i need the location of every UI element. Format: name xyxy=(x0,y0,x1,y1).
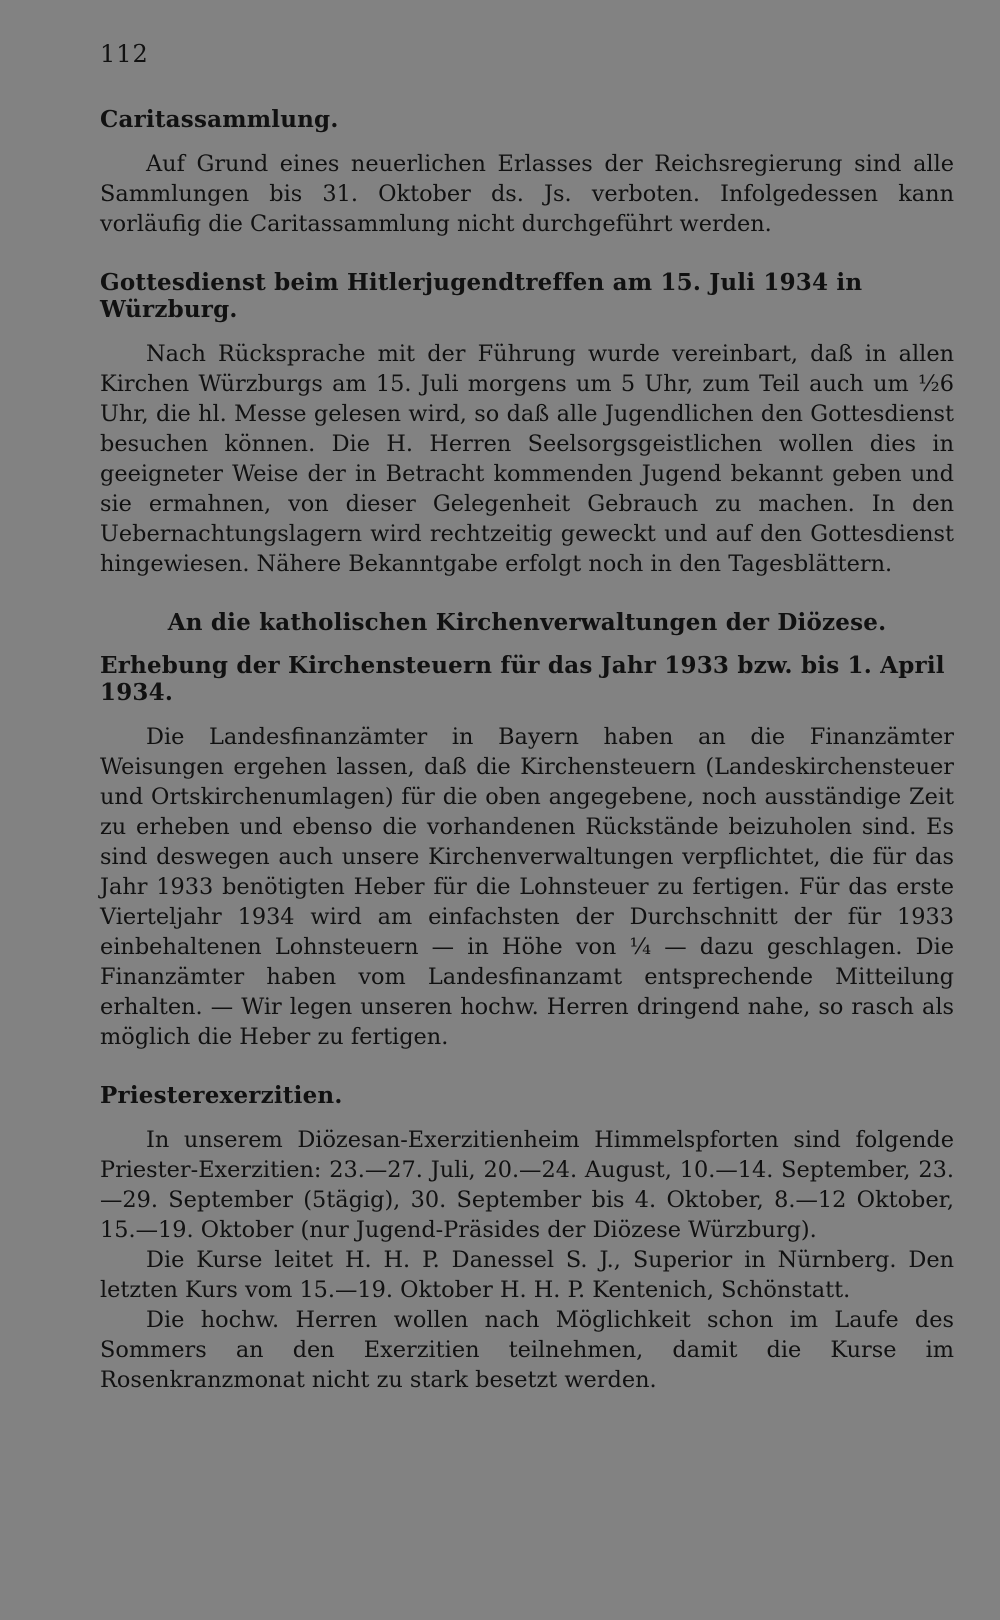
section-caritassammlung xyxy=(100,106,954,239)
section-heading: Caritassammlung. xyxy=(100,106,339,133)
section-heading: Erhebung der Kirchensteuern für das Jahr 1933 bzw. bis 1. April 1934. xyxy=(100,652,945,706)
paragraph: Die hochw. Herren wollen nach Möglichkeit schon im Laufe des Sommers an den Exerzitien teilnehmen, damit die Kurse im Rosenkranzmonat nicht zu stark besetzt werden. xyxy=(100,1307,954,1393)
section-gottesdienst xyxy=(100,269,954,579)
section-heading-centered: An die katholischen Kirchenverwaltungen der Diözese. xyxy=(167,609,887,636)
section-priesterexerzitien xyxy=(100,1082,954,1395)
section-kirchensteuern xyxy=(100,609,954,1052)
paragraph: Nach Rücksprache mit der Führung wurde vereinbart, daß in allen Kirchen Würzburgs am 15. Juli morgens um 5 Uhr, zum Teil auch um ½6 Uhr, die hl. Messe gelesen wird, so daß alle Jugendlichen den Gottesdienst besuchen können. Die H. Herren Seelsorgsgeistlichen wollen dies in geeigneter Weise der in Betracht kommenden Jugend bekannt geben und sie ermahnen, von dieser Gelegenheit Gebrauch zu machen. In den Uebernachtungslagern wird rechtzeitig geweckt und auf den Gottesdienst hingewiesen. Nähere Bekanntgabe erfolgt noch in den Tagesblättern. xyxy=(100,341,954,577)
section-heading: Priesterexerzitien. xyxy=(100,1082,343,1109)
page-number: 112 xyxy=(100,40,149,68)
paragraph: In unserem Diözesan-Exerzitienheim Himmelspforten sind folgende Priester-Exerzitien: 23.—27. Juli, 20.—24. August, 10.—14. September, 23.—29. September (5tägig), 30. September bis 4. Oktober, 8.—12 Oktober, 15.—19. Oktober (nur Jugend-Präsides der Diözese Würzburg). xyxy=(100,1127,954,1243)
paragraph: Auf Grund eines neuerlichen Erlasses der Reichsregierung sind alle Sammlungen bis 31. Oktober ds. Js. verboten. Infolgedessen kann vorläufig die Caritassammlung nicht durchgeführt werden. xyxy=(100,151,954,237)
section-heading: Gottesdienst beim Hitlerjugendtreffen am 15. Juli 1934 in Würzburg. xyxy=(100,269,863,323)
paragraph: Die Kurse leitet H. H. P. Danessel S. J., Superior in Nürnberg. Den letzten Kurs vom 15.—19. Oktober H. H. P. Kentenich, Schönstatt. xyxy=(100,1247,954,1303)
paragraph: Die Landesfinanzämter in Bayern haben an die Finanzämter Weisungen ergehen lassen, daß die Kirchensteuern (Landeskirchensteuer und Ortskirchenumlagen) für die oben angegebene, noch ausständige Zeit zu erheben und ebenso die vorhandenen Rückstände beizuholen sind. Es sind deswegen auch unsere Kirchenverwaltungen verpflichtet, die für das Jahr 1933 benötigten Heber für die Lohnsteuer zu fertigen. Für das erste Vierteljahr 1934 wird am einfachsten der Durchschnitt der für 1933 einbehaltenen Lohnsteuern — in Höhe von ¼ — dazu geschlagen. Die Finanzämter haben vom Landesfinanzamt entsprechende Mitteilung erhalten. — Wir legen unseren hochw. Herren dringend nahe, so rasch als möglich die Heber zu fertigen. xyxy=(100,724,954,1050)
